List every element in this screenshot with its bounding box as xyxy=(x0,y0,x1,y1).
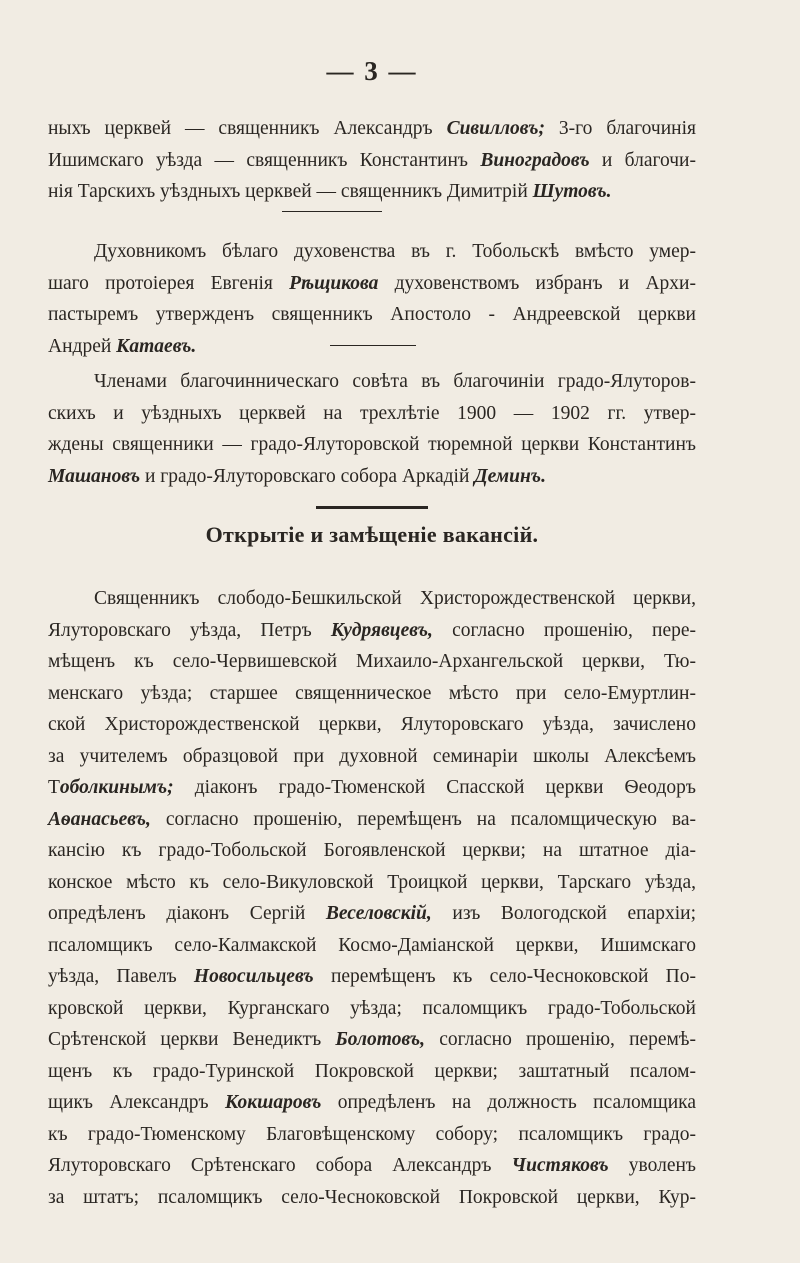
text-run: пастыремъ утвержденъ священникъ Апостоло - Андреевской церкви xyxy=(48,304,696,325)
person-surname: Аѳанасьевъ, xyxy=(48,808,151,830)
person-surname: Виноградовъ xyxy=(480,149,590,171)
text-line xyxy=(48,930,696,962)
text-line xyxy=(48,1119,696,1151)
text-run: Ялуторовскаго уѣзда, Петръ xyxy=(48,619,331,641)
text-run: согласно прошенію, пере- xyxy=(432,619,696,641)
text-line xyxy=(48,804,696,836)
text-line xyxy=(48,709,696,741)
text-line xyxy=(48,583,696,615)
text-run: ныхъ церквей — священникъ Александръ xyxy=(48,118,447,139)
text-line xyxy=(48,268,696,300)
text-line xyxy=(48,615,696,647)
text-run: за штатъ; псаломщикъ село-Чесноковской Покровской церкви, Кур- xyxy=(48,1186,696,1208)
text-line xyxy=(48,176,696,208)
person-surname: Веселовскій, xyxy=(325,903,432,924)
person-surname: Болотовъ, xyxy=(335,1029,426,1050)
text-run: изъ Вологодской епархіи; xyxy=(431,903,696,924)
person-surname: оболкинымъ; xyxy=(59,777,174,798)
text-run: Членами благочинническаго совѣта въ благочиніи градо-Ялуторов- xyxy=(94,371,696,392)
page-number: — 3 — xyxy=(326,56,418,86)
text-line xyxy=(48,1150,696,1182)
text-run: и градо-Ялуторовскаго собора Аркадій xyxy=(140,465,475,487)
text-run: перемѣщенъ къ село-Чесноковской По- xyxy=(313,966,696,987)
paragraph-confessor xyxy=(48,236,696,362)
text-run: діаконъ градо-Тюменской Спасской церкви Ѳеодоръ xyxy=(173,777,696,798)
text-run: скихъ и уѣздныхъ церквей на трехлѣтіе 1900 — 1902 гг. утвер- xyxy=(48,402,696,424)
text-line xyxy=(48,898,696,930)
text-line xyxy=(48,993,696,1025)
paragraph-continuation xyxy=(48,113,696,208)
text-run: Т xyxy=(48,777,60,798)
text-line xyxy=(48,835,696,867)
text-run: Андрей xyxy=(48,335,117,357)
text-line xyxy=(48,1024,696,1056)
text-run: Ишимскаго уѣзда — священникъ Константинъ xyxy=(48,149,481,171)
person-surname: Новосильцевъ xyxy=(193,966,314,987)
person-surname: Катаевъ. xyxy=(116,335,197,357)
text-line xyxy=(48,145,696,177)
separator-rule-3 xyxy=(316,506,428,509)
text-run: псаломщикъ село-Калмакской Космо-Даміанской церкви, Ишимскаго xyxy=(48,934,696,956)
text-run: менскаго уѣзда; старшее священническое мѣсто при село-Емуртлин- xyxy=(48,682,696,704)
paragraph-council xyxy=(48,366,696,492)
text-run: духовенствомъ избранъ и Архи- xyxy=(378,272,696,294)
text-run: опредѣленъ діаконъ Сергій xyxy=(48,903,326,924)
text-line xyxy=(48,741,696,773)
separator-rule-1 xyxy=(282,211,382,212)
person-surname: Сивилловъ; xyxy=(446,118,545,139)
text-line xyxy=(48,1056,696,1088)
text-run: за учителемъ образцовой при духовной семинаріи школы Алексѣемъ xyxy=(48,745,696,767)
text-run: ской Христорождественской церкви, Ялуторовскаго уѣзда, зачислено xyxy=(48,714,696,735)
text-line xyxy=(48,299,696,331)
text-run: Духовникомъ бѣлаго духовенства въ г. Тобольскѣ вмѣсто умер- xyxy=(94,241,696,262)
text-line xyxy=(48,772,696,804)
text-line xyxy=(48,678,696,710)
person-surname: Деминъ. xyxy=(474,465,546,487)
text-run: кансію къ градо-Тобольской Богоявленской церкви; на штатное діа- xyxy=(48,840,696,861)
text-line xyxy=(48,113,696,145)
text-run: щикъ Александръ xyxy=(48,1092,225,1113)
text-run: Срѣтенской церкви Венедиктъ xyxy=(48,1029,336,1050)
text-run: ждены священники — градо-Ялуторовской тюремной церкви Константинъ xyxy=(48,434,696,455)
text-run: 3-го благочинія xyxy=(544,118,696,139)
person-surname: Кудрявцевъ, xyxy=(330,619,433,641)
text-run: Ялуторовскаго Срѣтенскаго собора Александръ xyxy=(48,1155,512,1176)
text-run: шаго протоіерея Евгенія xyxy=(48,272,290,294)
text-line xyxy=(48,429,696,461)
text-run: нія Тарскихъ уѣздныхъ церквей — священникъ Димитрій xyxy=(48,181,533,202)
text-line xyxy=(48,461,696,493)
person-surname: Шутовъ. xyxy=(532,181,612,202)
text-line xyxy=(48,867,696,899)
person-surname: Рѣщикова xyxy=(289,272,379,294)
separator-rule-2 xyxy=(330,345,416,346)
text-line xyxy=(48,961,696,993)
text-line xyxy=(48,398,696,430)
text-run: согласно прошенію, перемѣ- xyxy=(425,1029,696,1050)
text-run: къ градо-Тюменскому Благовѣщенскому собору; псаломщикъ градо- xyxy=(48,1123,696,1145)
text-run: согласно прошенію, перемѣщенъ на псаломщическую ва- xyxy=(150,808,696,830)
text-run: Священникъ слободо-Бешкильской Христорождественской церкви, xyxy=(94,588,696,609)
text-run: и благочи- xyxy=(589,149,696,171)
paragraph-vacancies xyxy=(48,583,696,1213)
text-run: щенъ къ градо-Туринской Покровской церкви; заштатный псалом- xyxy=(48,1060,696,1082)
text-run: опредѣленъ на должность псаломщика xyxy=(321,1092,697,1113)
text-run: мѣщенъ къ село-Червишевской Михаило-Архангельской церкви, Тю- xyxy=(48,651,696,672)
person-surname: Машановъ xyxy=(48,465,141,487)
text-run: уволенъ xyxy=(608,1155,696,1176)
person-surname: Кокшаровъ xyxy=(225,1092,322,1113)
text-line xyxy=(48,646,696,678)
text-run: уѣзда, Павелъ xyxy=(48,966,194,987)
text-line xyxy=(48,236,696,268)
section-heading: Открытіе и замѣщеніе вакансій. xyxy=(205,522,539,547)
text-run: кровской церкви, Курганскаго уѣзда; псаломщикъ градо-Тобольской xyxy=(48,997,696,1019)
text-line xyxy=(48,1087,696,1119)
text-line xyxy=(48,1182,696,1214)
person-surname: Чистяковъ xyxy=(511,1155,609,1176)
text-line xyxy=(48,366,696,398)
text-run: конское мѣсто къ село-Викуловской Троицкой церкви, Тарскаго уѣзда, xyxy=(48,871,696,893)
text-line xyxy=(48,331,696,363)
